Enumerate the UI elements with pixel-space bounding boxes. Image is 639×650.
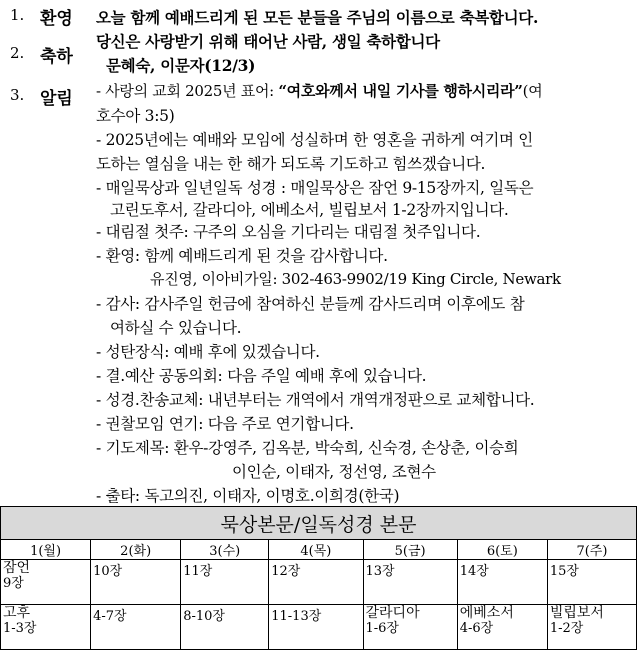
notice-4-line-1: - 환영: 함께 예배드리게 된 것을 감사합니다. (96, 247, 388, 265)
section-title-birthday: 축하 (40, 47, 73, 67)
section-title-welcome: 환영 (40, 9, 73, 29)
cell-chapters: 12장 (271, 564, 301, 579)
cell-chapters: 4-6장 (459, 621, 494, 636)
section-number-2: 2. (10, 44, 25, 62)
notice-9: - 권찰모임 연기: 다음 주로 연기합니다. (96, 415, 354, 433)
cell-book: 갈라디아 (365, 605, 420, 621)
notice-11: - 출타: 독고의진, 이태자, 이명호.이희경(한국) (96, 487, 400, 505)
notice-3: - 대림절 첫주: 구주의 오심을 기다리는 대림절 첫주입니다. (96, 223, 481, 241)
notice-1-line-1: - 2025년에는 예배와 모임에 성실하며 한 영혼을 귀하게 여기며 인 (96, 131, 533, 149)
table-row (1, 605, 637, 650)
notice-7: - 결.예산 공동의회: 다음 주일 예배 후에 있습니다. (96, 367, 427, 385)
motto-prefix: - 사랑의 교회 2025년 표어: (96, 82, 279, 100)
day-cell: 7(주) (547, 540, 636, 560)
birthday-names: 문혜숙, 이문자(12/3) (106, 56, 256, 75)
table-cell (363, 605, 457, 650)
section-number-3: 3. (10, 86, 25, 104)
table-cell (457, 560, 547, 605)
motto-ref-1: (여 (522, 82, 543, 100)
cell-chapters: 15장 (549, 564, 579, 579)
day-cell: 2(화) (91, 540, 181, 560)
table-cell (91, 605, 181, 650)
table-cell (457, 605, 547, 650)
cell-chapters: 4-7장 (93, 609, 127, 624)
welcome-text: 오늘 함께 예배드리게 된 모든 분들을 주님의 이름으로 축복합니다. (96, 8, 539, 27)
table-cell (269, 560, 363, 605)
cell-book: 에베소서 (459, 605, 514, 621)
table-header: 묵상본문/일독성경 본문 (1, 507, 637, 540)
notice-5-line-1: - 감사: 감사주일 헌금에 참여하신 분들께 감사드리며 이후에도 참 (96, 295, 525, 313)
cell-chapters: 13장 (365, 564, 395, 579)
cell-chapters: 8-10장 (183, 609, 225, 624)
section-number-1: 1. (10, 6, 25, 24)
cell-chapters: 1-6장 (365, 621, 399, 636)
notice-1-line-2: 도하는 열심을 내는 한 해가 되도록 기도하고 힘쓰겠습니다. (96, 155, 486, 173)
days-row (1, 540, 637, 560)
cell-chapters: 11-13장 (271, 609, 322, 624)
cell-chapters: 1-3장 (3, 621, 37, 636)
cell-book: 빌립보서 (549, 605, 604, 621)
notice-8: - 성경.찬송교체: 내년부터는 개역에서 개역개정판으로 교체합니다. (96, 391, 535, 409)
day-cell: 3(수) (181, 540, 269, 560)
table-cell (547, 605, 636, 650)
day-cell: 4(목) (269, 540, 363, 560)
day-cell: 6(토) (457, 540, 547, 560)
cell-chapters: 11장 (183, 564, 213, 579)
notice-2-line-1: - 매일묵상과 일년일독 성경 : 매일묵상은 잠언 9-15장까지, 일독은 (96, 179, 534, 197)
table-cell (1, 605, 91, 650)
day-cell: 1(월) (1, 540, 91, 560)
notice-10-line-2: 이인순, 이태자, 정선영, 조현수 (232, 463, 436, 481)
table-cell (1, 560, 91, 605)
motto-ref-2: 호수아 3:5) (96, 107, 175, 125)
notice-6: - 성탄장식: 예배 후에 있겠습니다. (96, 343, 320, 361)
notice-4-line-2: 유진영, 이아비가일: 302-463-9902/19 King Circle, Newark (150, 270, 561, 288)
notice-10-line-1: - 기도제목: 환우-강영주, 김옥분, 박숙희, 신숙경, 손상춘, 이승희 (96, 439, 519, 457)
cell-chapters: 9장 (3, 576, 24, 591)
day-cell: 5(금) (363, 540, 457, 560)
section-title-notices: 알림 (40, 89, 73, 109)
table-cell (363, 560, 457, 605)
cell-book: 고후 (3, 605, 31, 621)
motto-quote: “여호와께서 내일 기사를 행하시리라” (278, 82, 523, 100)
table-row (1, 560, 637, 605)
notice-2-line-2: 고린도후서, 갈라디아, 에베소서, 빌립보서 1-2장까지입니다. (110, 201, 509, 219)
table-cell (181, 605, 269, 650)
cell-chapters: 10장 (93, 564, 123, 579)
notice-5-line-2: 여하실 수 있습니다. (110, 319, 242, 337)
birthday-text: 당신은 사랑받기 위해 태어난 사람, 생일 축하합니다 (96, 32, 440, 51)
cell-book: 잠언 (3, 560, 31, 576)
reading-table (0, 506, 637, 650)
table-cell (269, 605, 363, 650)
motto-line (96, 80, 542, 101)
cell-chapters: 1-2장 (549, 621, 584, 636)
table-cell (91, 560, 181, 605)
table-cell (181, 560, 269, 605)
cell-chapters: 14장 (459, 564, 489, 579)
table-cell (547, 560, 636, 605)
